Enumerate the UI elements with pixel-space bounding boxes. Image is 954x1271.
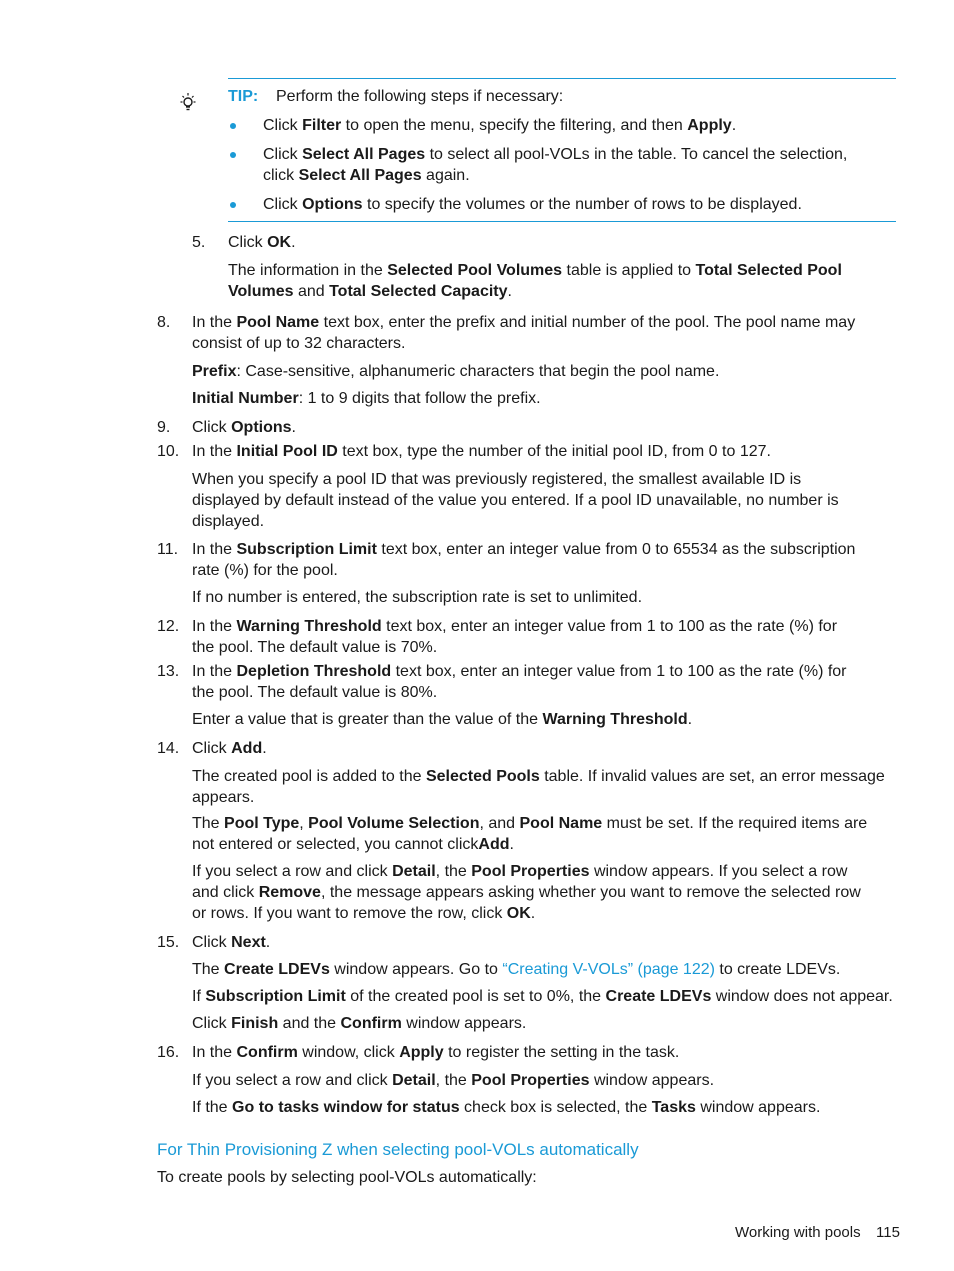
step-13: In the Depletion Threshold text box, enter an integer value from 1 to 100 as the rate (%) for the pool. The default value is 80%. bbox=[192, 663, 847, 701]
tip-label: TIP: bbox=[228, 88, 259, 105]
step-number: 5. bbox=[192, 234, 206, 251]
step-14-note-1: The created pool is added to the Selected Pools table. If invalid values are set, an error message appears. bbox=[192, 768, 885, 806]
footer-section-title: Working with pools bbox=[735, 1224, 861, 1241]
step-14-note-2: The Pool Type, Pool Volume Selection, and Pool Name must be set. If the required items are not entered or selected, you cannot clickAdd. bbox=[192, 815, 868, 853]
step-number: 8. bbox=[157, 314, 171, 331]
tip-bullet-1: Click Filter to open the menu, specify the filtering, and then Apply. bbox=[263, 117, 737, 134]
step-11-note: If no number is entered, the subscription rate is set to unlimited. bbox=[192, 589, 643, 606]
lightbulb-icon bbox=[178, 91, 198, 113]
section-heading: For Thin Provisioning Z when selecting pool-VOLs automatically bbox=[157, 1140, 639, 1159]
step-15-note-3: Click Finish and the Confirm window appears. bbox=[192, 1015, 527, 1032]
bullet-icon bbox=[230, 152, 236, 158]
step-8: In the Pool Name text box, enter the prefix and initial number of the pool. The pool name may consist of up to 32 characters. bbox=[192, 314, 856, 352]
step-16-note-1: If you select a row and click Detail, the Pool Properties window appears. bbox=[192, 1072, 715, 1089]
step-13-note: Enter a value that is greater than the value of the Warning Threshold. bbox=[192, 711, 693, 728]
step-14: Click Add. bbox=[192, 740, 267, 757]
section-intro: To create pools by selecting pool-VOLs automatically: bbox=[157, 1169, 537, 1186]
step-number: 13. bbox=[157, 663, 180, 680]
step-number: 9. bbox=[157, 419, 171, 436]
step-number: 12. bbox=[157, 618, 180, 635]
step-5: Click OK. bbox=[228, 234, 296, 251]
step-9: Click Options. bbox=[192, 419, 296, 436]
step-15-note-2: If Subscription Limit of the created pool is set to 0%, the Create LDEVs window does not appear. bbox=[192, 988, 893, 1005]
step-16: In the Confirm window, click Apply to register the setting in the task. bbox=[192, 1044, 680, 1061]
step-10-note: When you specify a pool ID that was previously registered, the smallest available ID is displayed by default instead of the value you entered. If a pool ID unavailable, no number is displayed. bbox=[192, 471, 839, 530]
step-number: 15. bbox=[157, 934, 180, 951]
step-number: 16. bbox=[157, 1044, 180, 1061]
tip-bullet-3: Click Options to specify the volumes or the number of rows to be displayed. bbox=[263, 196, 802, 213]
bullet-icon bbox=[230, 123, 236, 129]
bullet-icon bbox=[230, 202, 236, 208]
tip-intro: TIP: Perform the following steps if necessary: bbox=[228, 88, 564, 105]
step-14-note-3: If you select a row and click Detail, the Pool Properties window appears. If you select a row and click Remove, the message appears asking whether you want to remove the selected row or rows. If you want to remove the row, click OK. bbox=[192, 863, 861, 922]
step-number: 14. bbox=[157, 740, 180, 757]
step-15-note-1: The Create LDEVs window appears. Go to “Creating V-VOLs” (page 122) to create LDEVs. bbox=[192, 961, 841, 978]
step-number: 11. bbox=[157, 541, 179, 558]
step-16-note-2: If the Go to tasks window for status check box is selected, the Tasks window appears. bbox=[192, 1099, 821, 1116]
step-8-initial-number: Initial Number: 1 to 9 digits that follow the prefix. bbox=[192, 390, 541, 407]
creating-vvols-link[interactable]: “Creating V-VOLs” (page 122) bbox=[502, 961, 715, 978]
step-10: In the Initial Pool ID text box, type the number of the initial pool ID, from 0 to 127. bbox=[192, 443, 771, 460]
step-15: Click Next. bbox=[192, 934, 271, 951]
step-11: In the Subscription Limit text box, enter an integer value from 0 to 65534 as the subscription rate (%) for the pool. bbox=[192, 541, 856, 579]
step-12: In the Warning Threshold text box, enter an integer value from 1 to 100 as the rate (%) for the pool. The default value is 70%. bbox=[192, 618, 838, 656]
step-8-prefix: Prefix: Case-sensitive, alphanumeric characters that begin the pool name. bbox=[192, 363, 720, 380]
step-5-info: The information in the Selected Pool Volumes table is applied to Total Selected Pool Volumes and Total Selected Capacity. bbox=[228, 262, 842, 300]
step-number: 10. bbox=[157, 443, 180, 460]
tip-bullet-2: Click Select All Pages to select all pool-VOLs in the table. To cancel the selection, click Select All Pages again. bbox=[263, 146, 848, 184]
page-number: 115 bbox=[876, 1224, 900, 1241]
